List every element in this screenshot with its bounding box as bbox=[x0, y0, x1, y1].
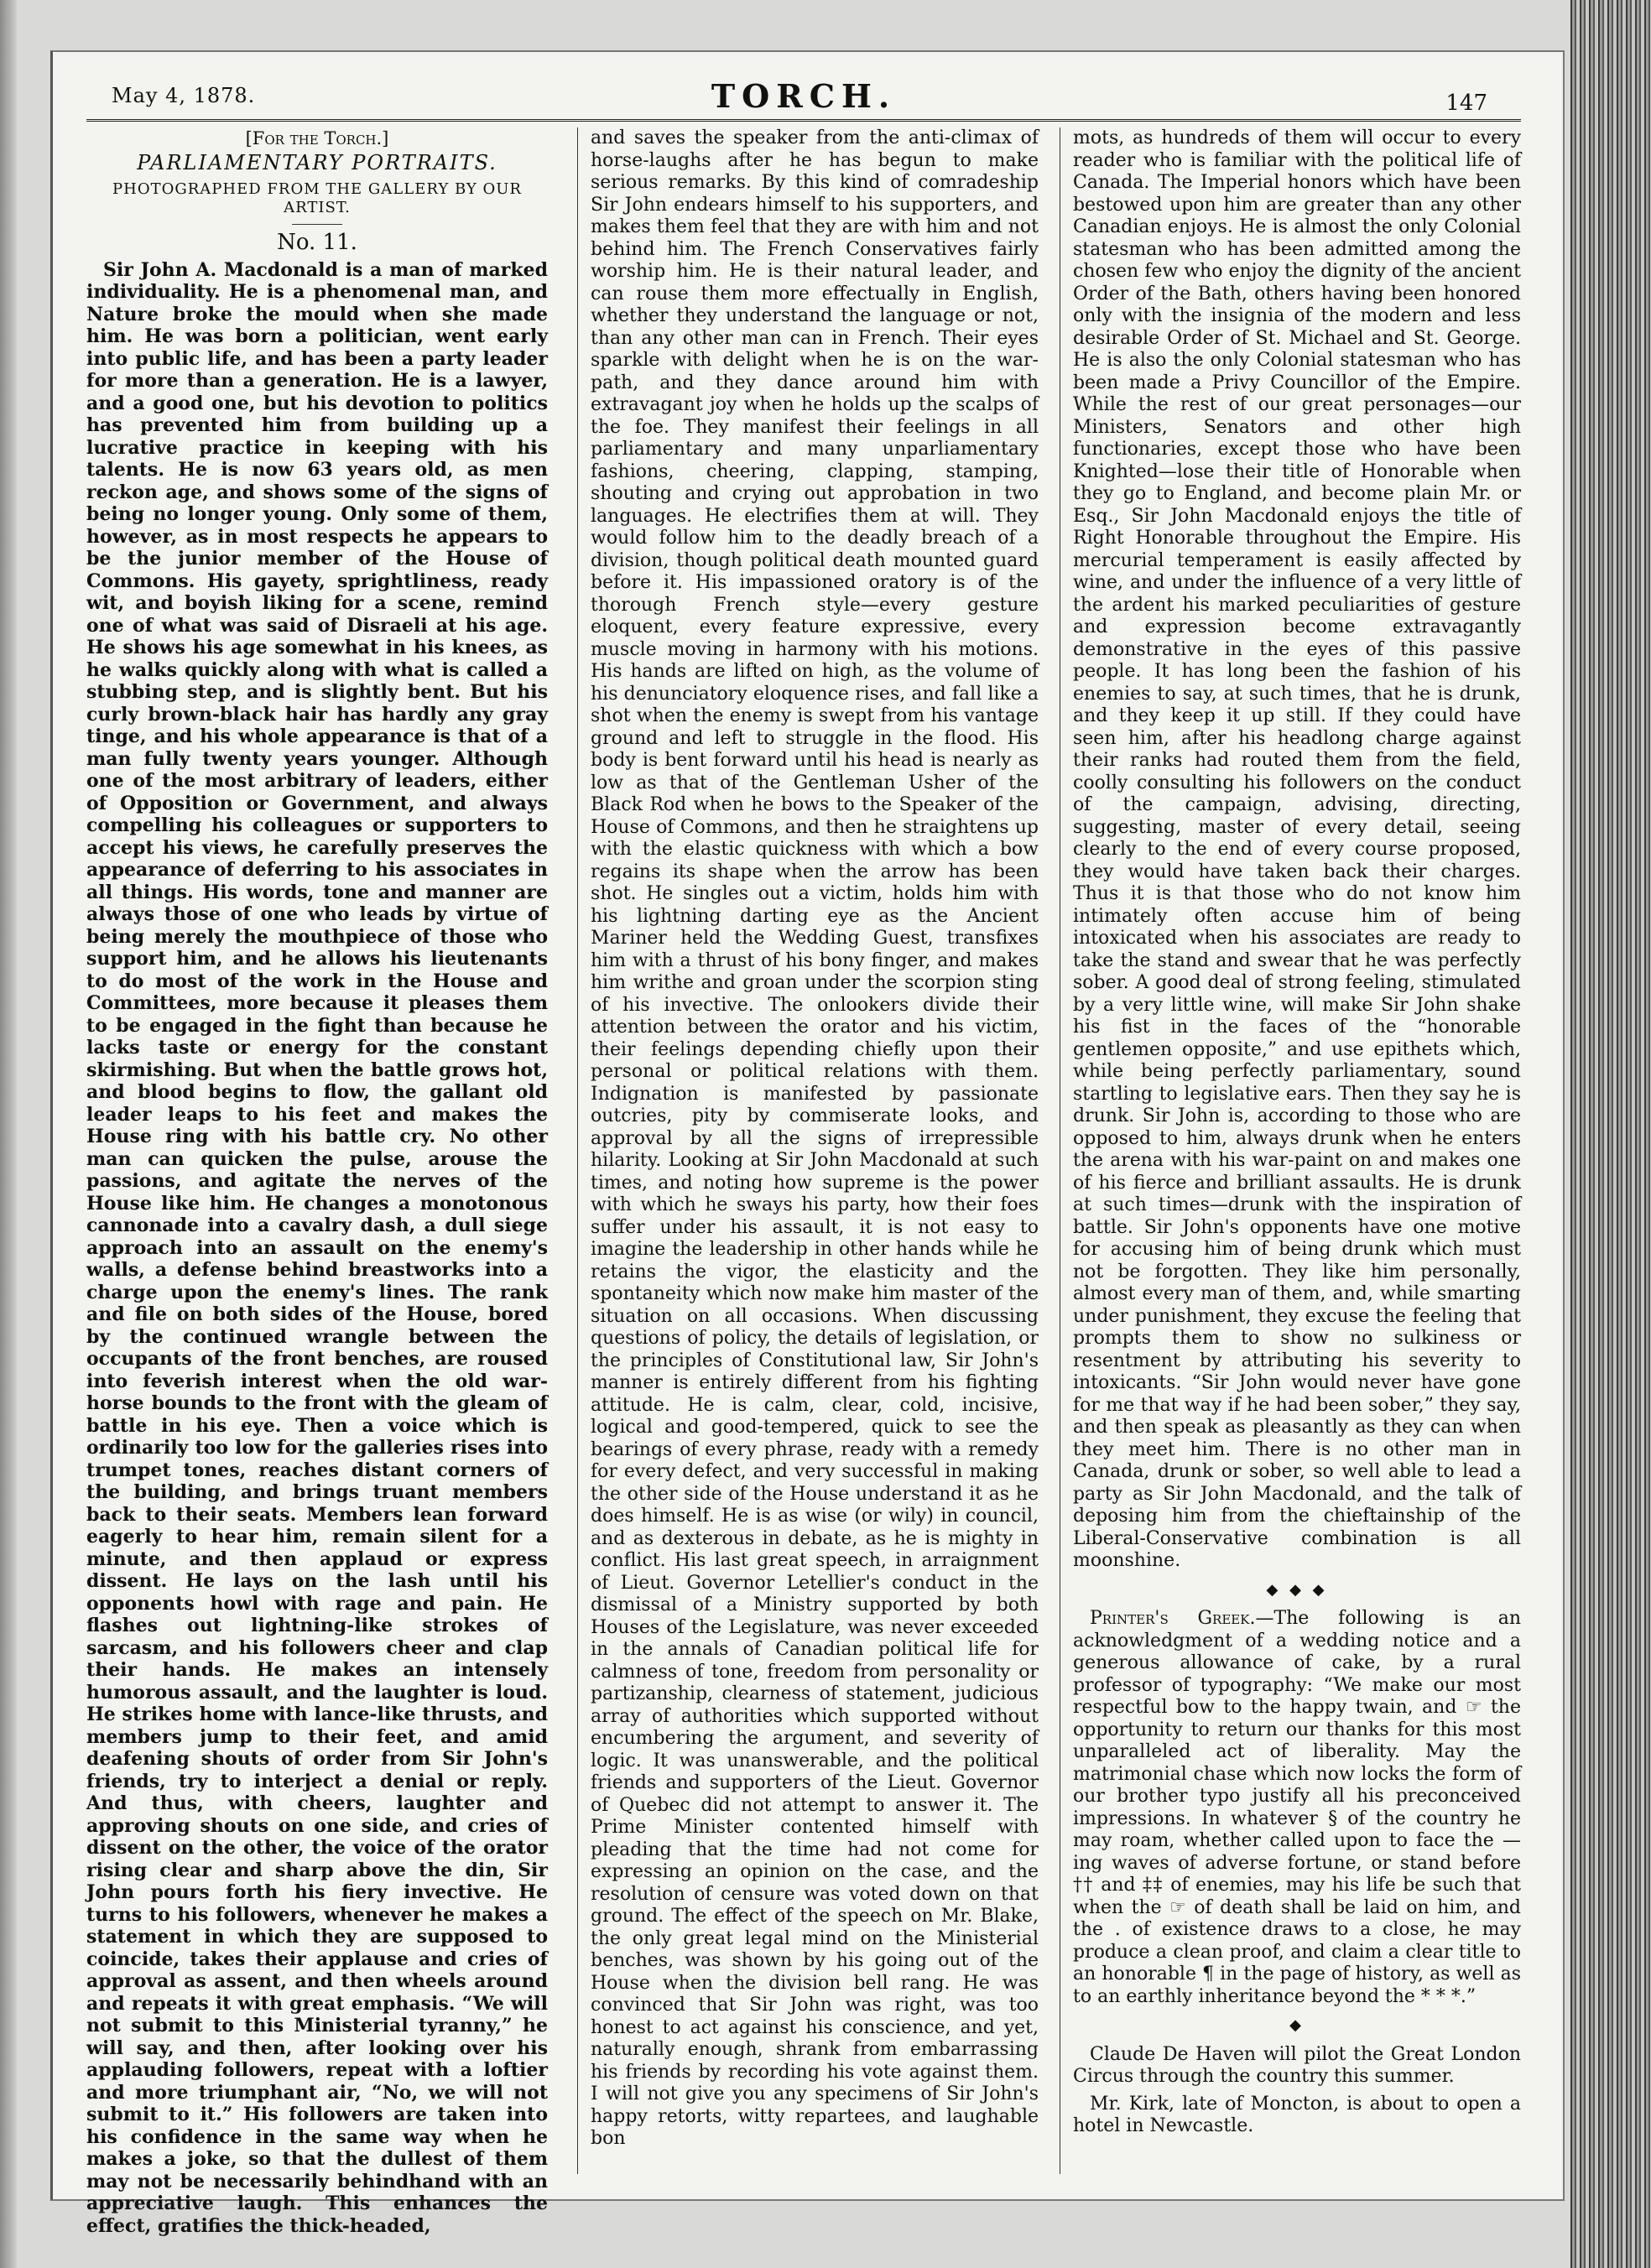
note-item: Claude De Haven will pilot the Great London Circus through the country this summer. bbox=[1073, 2043, 1521, 2087]
article-body-part-2: and saves the speaker from the anti-climax of horse-laughs after he has begun to make serious remarks. By this kind of comradeship Sir John endears himself to his supporters, and makes them feel that they are with him and not behind him. The French Conservatives fairly worship him. He is their natural leader, and can rouse them more effectually in English, whether they understand the language or not, than any other man can in French. Their eyes sparkle with delight when he is on the war-path, and they dance around him with extravagant joy when he holds up the scalps of the foe. They manifest their feelings in all parliamentary and many unparliamentary fashions, cheering, clapping, stamping, shouting and crying out approbation in two languages. He electrifies them at will. They would follow him to the deadly breach of a division, though political death mounted guard before it. His impassioned oratory is of the thorough French style—every gesture eloquent, every feature expressive, every muscle moving in harmony with his motions. His hands are lifted on high, as the volume of his denunciatory eloquence rises, and fall like a shot when the enemy is swept from his vantage ground and left to struggle in the flood. His body is bent forward until his head is nearly as low as that of the Gentleman Usher of the Black Rod when he bows to the Speaker of the House of Commons, and then he straightens up with the elastic quickness with which a bow regains its shape when the arrow has been shot. He singles out a victim, holds him with his lightning darting eye as the Ancient Mariner held the Wedding Guest, transfixes him with a thrust of his bony finger, and makes him writhe and groan under the scorpion sting of his invective. The onlookers divide their attention between the orator and his victim, their feelings depending chiefly upon their personal or political relations with them. Indignation is manifested by passionate outcries, pity by commiserate looks, and approval by all the signs of irrepressible hilarity. Looking at Sir John Macdonald at such times, and noting how supreme is the power with which he sways his party, how their foes suffer under his assault, it is not easy to imagine the leadership in other hands while he retains the vigor, the elasticity and the spontaneity which now make him master of the situation on all occasions. When discussing questions of policy, the details of legislation, or the principles of Constitutional law, Sir John's manner is entirely different from his fighting attitude. He is calm, clear, cold, incisive, logical and good-tempered, quick to see the bearings of every phrase, ready with a remedy for every defect, and very successful in making the other side of the House understand it as he does himself. He is as wise (or wily) in council, and as dexterous in debate, as he is mighty in conflict. His last great speech, in arraignment of Lieut. Governor Letellier's conduct in the dismissal of a Ministry supported by both Houses of the Legislature, was never exceeded in the annals of Canadian political life for calmness of tone, freedom from personality or partizanship, clearness of statement, judicious array of authorities which supported without encumbering the argument, and severity of logic. It was unanswerable, and the political friends and supporters of the Lieut. Governor of Quebec did not attempt to answer it. The Prime Minister contented himself with pleading that the time had not come for expressing an opinion on the case, and the resolution of censure was voted down on that ground. The effect of the speech on Mr. Blake, the only great legal mind on the Ministerial benches, was shown by his going out of the House when the division bell rang. He was convinced that Sir John was right, was too honest to act against his conscience, and yet, naturally enough, shrank from embarrassing his friends by recording his vote against them. I will not give you any specimens of Sir John's happy retorts, witty repartees, and laughable bon bbox=[591, 127, 1039, 2149]
article-body-part-1: Sir John A. Macdonald is a man of marked individuality. He is a phenomenal man, and Nature broke the mould when she made him. He was born a politician, went early into public life, and has been a party leader for more than a generation. He is a lawyer, and a good one, but his devotion to politics has prevented him from building up a lucrative practice in keeping with his talents. He is now 63 years old, as men reckon age, and shows some of the signs of being no longer young. Only some of them, however, as in most respects he appears to be the junior member of the House of Commons. His gayety, sprightliness, ready wit, and boyish liking for a scene, remind one of what was said of Disraeli at his age. He shows his age somewhat in his knees, as he walks quickly along with what is called a stubbing step, and is slightly bent. But his curly brown-black hair has hardly any gray tinge, and his whole appearance is that of a man fully twenty years younger. Although one of the most arbitrary of leaders, either of Opposition or Government, and always compelling his colleagues or supporters to accept his views, he carefully preserves the appearance of deferring to his associates in all things. His words, tone and manner are always those of one who leads by virtue of being merely the mouthpiece of those who support him, and he allows his lieutenants to do most of the work in the House and Committees, more because it pleases them to be engaged in the fight than because he lacks taste or energy for the constant skirmishing. But when the battle grows hot, and blood begins to flow, the gallant old leader leaps to his feet and makes the House ring with his battle cry. No other man can quicken the pulse, arouse the passions, and agitate the nerves of the House like him. He changes a monotonous cannonade into a cavalry dash, a dull siege approach into an assault on the enemy's walls, a defense behind breastworks into a charge upon the enemy's lines. The rank and file on both sides of the House, bored by the continued wrangle between the occupants of the front benches, are roused into feverish interest when the old war-horse bounds to the front with the gleam of battle in his eye. Then a voice which is ordinarily too low for the galleries rises into trumpet tones, reaches distant corners of the building, and brings truant members back to their seats. Members lean forward eagerly to hear him, remain silent for a minute, and then applaud or express dissent. He lays on the lash until his opponents howl with rage and pain. He flashes out lightning-like strokes of sarcasm, and his followers cheer and clap their hands. He makes an intensely humorous assault, and the laughter is loud. He strikes home with lance-like thrusts, and members jump to their feet, and amid deafening shouts of order from Sir John's friends, try to interject a denial or reply. And thus, with cheers, laughter and approving shouts on one side, and cries of dissent on the other, the voice of the orator rising clear and sharp above the din, Sir John pours forth his fiery invective. He turns to his followers, whenever he makes a statement in which they are supposed to coincide, takes their applause and cries of approval as assent, and then wheels around and repeats it with great emphasis. “We will not submit to this Ministerial tyranny,” he will say, and then, after looking over his applauding followers, repeat with a loftier and more triumphant air, “No, we will not submit to it.” His followers are taken into his confidence in the same way when he makes a joke, so that the dullest of them may not be necessarily behindhand with an appreciative laugh. This enhances the effect, gratifies the thick-headed, bbox=[86, 258, 548, 2237]
column-1 bbox=[86, 127, 548, 2237]
printers-greek-paragraph bbox=[1073, 1608, 1521, 2008]
newspaper-page bbox=[50, 50, 1565, 2237]
ornament-divider: ◆ ◆ ◆ bbox=[1266, 1580, 1328, 1599]
short-rule bbox=[292, 224, 342, 225]
series-title: PARLIAMENTARY PORTRAITS. bbox=[137, 150, 497, 174]
scan-edge-right bbox=[1570, 0, 1651, 2268]
masthead bbox=[86, 69, 1521, 122]
printers-greek-lead: Printer's Greek. bbox=[1090, 1608, 1256, 1629]
note-item: Mr. Kirk, late of Moncton, is about to open a hotel in Newcastle. bbox=[1073, 2093, 1521, 2136]
scan-edge-left bbox=[0, 0, 17, 2268]
ornament-divider-2: ◆ bbox=[1289, 2016, 1305, 2034]
printers-greek-text: —The following is an acknowledgment of a wedding notice and a generous allowance of cake, by a rural professor of typography: “We make our most respectful bow to the happy twain, and ☞ the opportunity to return our thanks for this most unparalleled act of liberality. May the matrimonial chase which now locks the form of our brother typo justify all his preconceived impressions. In whatever § of the country he may roam, whether called upon to face the —ing waves of adverse fortune, or stand before †† and ‡‡ of enemies, may his life be such that when the ☞ of death shall be laid on him, and the . of existence draws to a close, he may produce a clean proof, and claim a clear title to an honorable ¶ in the page of history, as well as to an earthly inheritance beyond the * * *.” bbox=[1073, 1608, 1521, 2007]
column-3 bbox=[1060, 127, 1521, 2174]
masthead-date: May 4, 1878. bbox=[112, 84, 256, 107]
article-number: No. 11. bbox=[277, 230, 357, 255]
page-number: 147 bbox=[1445, 91, 1487, 116]
article-body-part-3: mots, as hundreds of them will occur to every reader who is familiar with the political life of Canada. The Imperial honors which have been bestowed upon him are greater than any other Canadian enjoys. He is almost the only Colonial statesman who has been admitted among the chosen few who enjoy the dignity of the ancient Order of the Bath, others having been honored only with the insignia of the modern and less desirable Order of St. Michael and St. George. He is also the only Colonial statesman who has been made a Privy Councillor of the Empire. While the rest of our great personages—our Ministers, Senators and other high functionaries, except those who have been Knighted—lose their title of Honorable when they go to England, and become plain Mr. or Esq., Sir John Macdonald enjoys the title of Right Honorable throughout the Empire. His mercurial temperament is easily affected by wine, and under the influence of a very little of the ardent his marked peculiarities of gesture and expression become extravagantly demonstrative in the eyes of this passive people. It has long been the fashion of his enemies to say, at such times, that he is drunk, and they keep it up still. If they could have seen him, after his headlong charge against their ranks had routed them from the field, coolly consulting his followers on the conduct of the campaign, advising, directing, suggesting, master of every detail, seeing clearly to the end of every course proposed, they would have taken back their charges. Thus it is that those who do not know him intimately often accuse him of being intoxicated when his associates are ready to take the stand and swear that he was perfectly sober. A good deal of strong feeling, stimulated by a very little wine, will make Sir John shake his fist in the faces of the “honorable gentlemen opposite,” and use epithets which, while being perfectly parliamentary, sound startling to legislative ears. Then they say he is drunk. Sir John is, according to those who are opposed to him, always drunk when he enters the arena with his war-paint on and makes one of his fierce and brilliant assaults. He is drunk at such times—drunk with the inspiration of battle. Sir John's opponents have one motive for accusing him of being drunk which must not be forgotten. They like him personally, almost every man of them, and, while smarting under punishment, they excuse the feeling that prompts them to show no sulkiness or resentment by attributing his severity to intoxicants. “Sir John would never have gone for me that way if he had been sober,” they say, and then speak as pleasantly as they can when they meet him. There is no other man in Canada, drunk or sober, so well able to lead a party as Sir John Macdonald, and the talk of deposing him from the chieftainship of the Liberal-Conservative combination is all moonshine. bbox=[1073, 127, 1521, 1571]
article-subtitle: PHOTOGRAPHED FROM THE GALLERY BY OUR ARTIST. bbox=[112, 180, 522, 216]
for-the-torch-line: [For the Torch.] bbox=[245, 128, 389, 148]
page-columns bbox=[86, 127, 1521, 2237]
column-2 bbox=[577, 127, 1039, 2174]
masthead-title: TORCH. bbox=[711, 77, 897, 115]
